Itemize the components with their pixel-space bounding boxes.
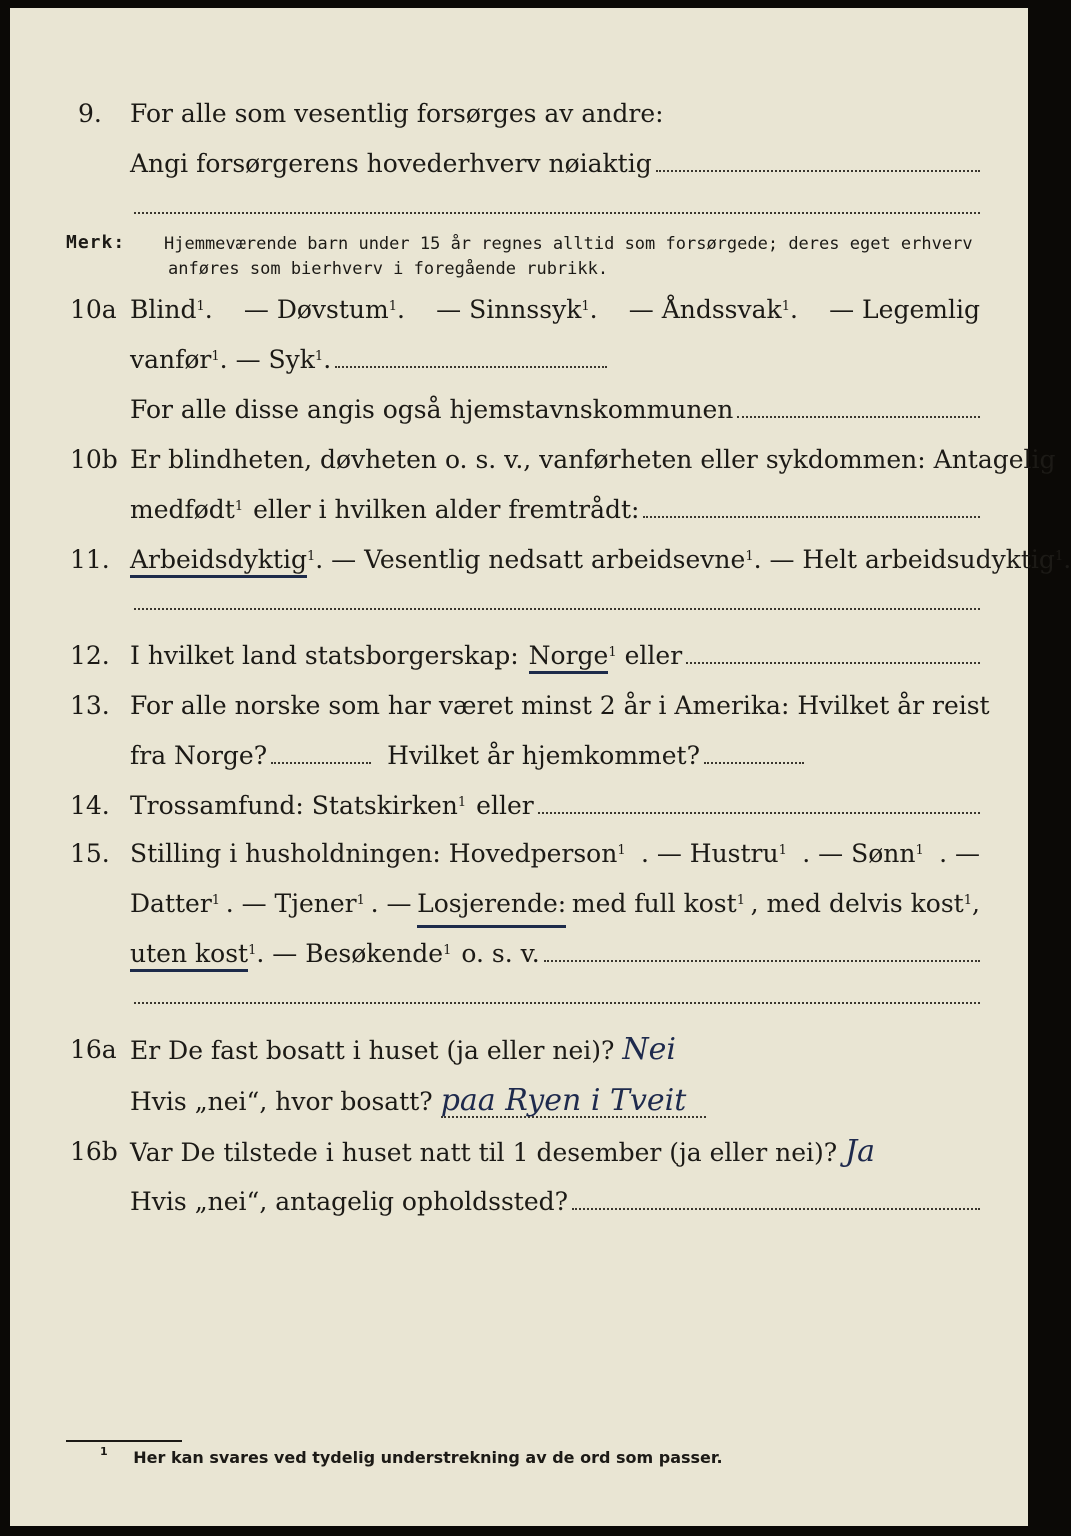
- option-tjener: . — Tjener$^1$: [225, 889, 365, 918]
- merk-label: Merk:: [66, 232, 126, 253]
- q13-number: 13.: [70, 691, 110, 720]
- q16a-residence-handwritten[interactable]: paa Ryen i Tveit: [441, 1086, 707, 1118]
- option-blind: Blind$^1$.: [130, 295, 213, 324]
- q12-eller: eller: [624, 641, 683, 670]
- option-datter: Datter$^1$: [130, 889, 221, 918]
- option-andssvak: — Åndssvak$^1$.: [628, 295, 798, 324]
- q10a-number: 10a: [70, 295, 117, 324]
- q16a-line1: [10, 1030, 1028, 1070]
- q12-number: 12.: [70, 641, 110, 670]
- q9-occupation-field[interactable]: [656, 146, 980, 172]
- footnote-mark: 1: [100, 1445, 108, 1458]
- q10a-line1: [10, 290, 1028, 330]
- q14-line: [10, 786, 1028, 826]
- q12-country-field[interactable]: [686, 638, 980, 664]
- q10b-age-field[interactable]: [643, 492, 980, 518]
- q9-line2: [10, 144, 1028, 184]
- q13-departed-label: fra Norge?: [130, 741, 268, 770]
- q10b-number: 10b: [70, 445, 118, 474]
- footnote: [100, 1445, 723, 1467]
- option-hustru: . — Hustru$^1$: [640, 839, 787, 868]
- q16b-line2: [10, 1182, 1028, 1222]
- option-nedsatt-arbeidsevne[interactable]: . — Vesentlig nedsatt arbeidsevne$^1$: [315, 545, 754, 574]
- merk-line1: Hjemmeværende barn under 15 år regnes alltid som forsørgede; deres eget erhverv: [164, 234, 973, 254]
- option-arbeidsudyktig[interactable]: . — Helt arbeidsudyktig$^1$.: [753, 545, 1071, 574]
- option-arbeidsdyktig[interactable]: Arbeidsdyktig$^1$: [130, 540, 315, 580]
- q15-osv: o. s. v.: [461, 939, 540, 968]
- q10b-question: Er blindheten, døvheten o. s. v., vanførheten eller sykdommen: Antagelig: [130, 445, 1056, 474]
- q15-number: 15.: [70, 839, 110, 868]
- census-form-page: [10, 8, 1071, 1526]
- q16b-line1: [10, 1132, 1028, 1172]
- q16b-whereabouts-field[interactable]: [572, 1184, 980, 1210]
- option-hovedperson: Stilling i husholdningen: Hovedperson$^1$: [130, 839, 626, 868]
- q16a-line2: [10, 1082, 1028, 1122]
- q9-extra-line[interactable]: [134, 212, 980, 214]
- q11-extra-line[interactable]: [134, 608, 980, 610]
- q13-returned-field[interactable]: [704, 738, 804, 764]
- q16a-residence-label: Hvis „nei“, hvor bosatt?: [130, 1087, 433, 1116]
- q11-number: 11.: [70, 545, 110, 574]
- option-norge[interactable]: Norge$^1$: [529, 636, 617, 676]
- q10a-home-municipality-label: For alle disse angis også hjemstavnskommunen: [130, 395, 734, 424]
- q13-line2: [10, 736, 1028, 776]
- q16b-whereabouts-label: Hvis „nei“, antagelig opholdssted?: [130, 1187, 569, 1216]
- merk-line2: anføres som bierhverv i foregående rubrikk.: [168, 259, 609, 279]
- q11-line: [10, 540, 1071, 580]
- option-medfodt: medfødt$^1$: [130, 495, 244, 524]
- option-losjerende[interactable]: Losjerende:: [417, 884, 566, 928]
- q9-question: For alle som vesentlig forsørges av andre:: [130, 99, 664, 128]
- q16b-number: 16b: [70, 1137, 118, 1166]
- q15-line1: [10, 834, 1028, 874]
- q10a-line3: [10, 390, 1028, 430]
- merk-note: [164, 232, 984, 282]
- q16a-answer-handwritten[interactable]: Nei: [622, 1032, 676, 1067]
- option-syk: . — Syk$^1$.: [219, 345, 332, 374]
- footnote-text: Her kan svares ved tydelig understrekning av de ord som passer.: [133, 1448, 723, 1467]
- q10a-home-municipality-field[interactable]: [737, 392, 980, 418]
- q15-dash2: . —: [370, 889, 412, 918]
- q15-line3: [10, 934, 1028, 974]
- q14-number: 14.: [70, 791, 110, 820]
- q10a-syk-field[interactable]: [335, 342, 607, 368]
- option-sinnssyk: — Sinnssyk$^1$.: [436, 295, 598, 324]
- q13-returned-label: Hvilket år hjemkommet?: [387, 741, 701, 770]
- option-statskirken: Trossamfund: Statskirken$^1$: [130, 791, 467, 820]
- option-sonn: . — Sønn$^1$: [802, 839, 924, 868]
- q15-extra-line[interactable]: [134, 1002, 980, 1004]
- q13-question: For alle norske som har været minst 2 år i Amerika: Hvilket år reist: [130, 691, 990, 720]
- q10b-line2: [10, 490, 1028, 530]
- option-full-kost: med full kost$^1$: [571, 889, 745, 918]
- option-besokende: . — Besøkende$^1$: [256, 939, 452, 968]
- q13-departed-field[interactable]: [271, 738, 371, 764]
- q15-other-field[interactable]: [544, 936, 980, 962]
- q9-line1: [10, 94, 1028, 134]
- q15-dash: . —: [939, 839, 980, 868]
- q15-line2: [10, 884, 1028, 924]
- q12-line: [10, 636, 1028, 676]
- option-legemlig: — Legemlig: [829, 295, 980, 324]
- q9-number: 9.: [78, 99, 102, 128]
- q10b-age-label: eller i hvilken alder fremtrådt:: [253, 495, 640, 524]
- q13-line1: [10, 686, 1028, 726]
- q14-denomination-field[interactable]: [538, 788, 980, 814]
- q16b-answer-handwritten[interactable]: Ja: [845, 1134, 876, 1169]
- q9-occupation-label: Angi forsørgerens hovederhverv nøiaktig: [130, 149, 652, 178]
- footnote-rule: [66, 1440, 182, 1442]
- q16a-question: Er De fast bosatt i huset (ja eller nei)?: [130, 1036, 615, 1065]
- q14-eller: eller: [476, 791, 534, 820]
- q10b-line1: [10, 440, 1056, 480]
- q16b-question: Var De tilstede i huset natt til 1 desember (ja eller nei)?: [130, 1138, 838, 1167]
- option-dovstum: — Døvstum$^1$.: [243, 295, 405, 324]
- option-uten-kost[interactable]: uten kost$^1$: [130, 934, 256, 974]
- option-delvis-kost: , med delvis kost$^1$,: [750, 889, 980, 918]
- option-vanfor: vanfør$^1$: [130, 345, 220, 374]
- q12-question: I hvilket land statsborgerskap:: [130, 641, 519, 670]
- q16a-number: 16a: [70, 1035, 117, 1064]
- q10a-line2: [10, 340, 1028, 380]
